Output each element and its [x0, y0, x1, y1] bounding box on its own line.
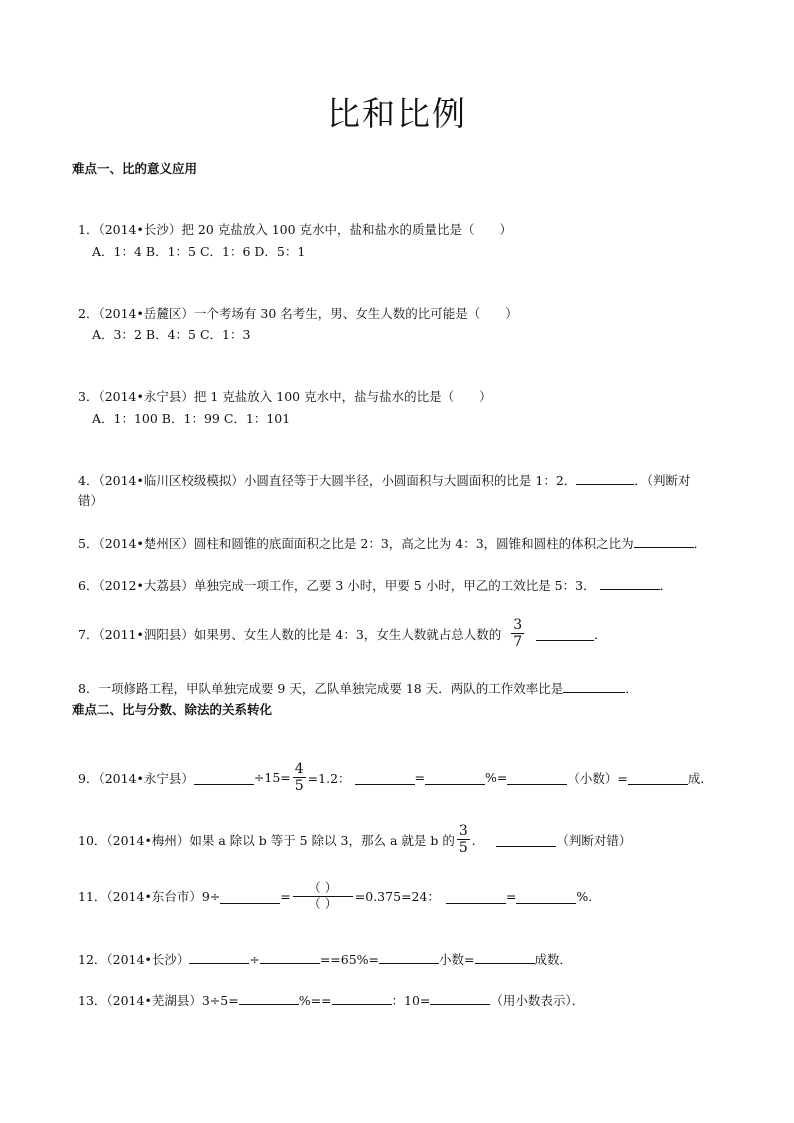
question-13-end: （用小数表示）．	[490, 993, 585, 1008]
question-12-end: 成数．	[534, 952, 573, 967]
section-heading-1: 难点一、比的意义应用	[72, 161, 198, 176]
answer-blank[interactable]	[600, 575, 660, 590]
fraction-numerator: 3	[458, 823, 468, 839]
question-12-div: ÷	[249, 952, 260, 967]
answer-blank[interactable]	[634, 533, 694, 548]
answer-blank[interactable]	[536, 626, 594, 641]
answer-blank[interactable]	[516, 889, 576, 904]
question-13-colon: ：10=	[391, 993, 431, 1008]
question-11-eq: =	[280, 888, 291, 904]
question-3: 3．（2014•永宁县）把 1 克盐放入 100 克水中，盐与盐水的比是（ ）	[78, 389, 492, 404]
question-9-dec: （小数）=	[567, 770, 628, 786]
question-12-prefix: 12．（2014•长沙）	[78, 952, 190, 967]
question-7-end: ．	[594, 626, 607, 642]
question-6-text: 6．（2012•大荔县）单独完成一项工作，乙要 3 小时，甲要 5 小时，甲乙的工效比是 5：3．	[78, 578, 596, 593]
question-9-prefix: 9．（2014•永宁县）	[78, 770, 194, 786]
question-12-dec: 小数=	[439, 952, 475, 967]
answer-blank[interactable]	[194, 770, 254, 785]
answer-blank[interactable]	[239, 990, 299, 1005]
answer-blank[interactable]	[475, 949, 535, 964]
fraction-numerator: 3	[513, 617, 523, 633]
question-5-text: 5．（2014•楚州区）圆柱和圆锥的底面面积之比是 2：3，高之比为 4：3，圆锥和圆柱的体积之比为	[78, 536, 634, 551]
question-9-mid: =1.2：	[307, 770, 351, 786]
question-13-pct: %==	[298, 993, 332, 1008]
question-7-text: 7．（2011•泗阳县）如果男、女生人数的比是 4：3，女生人数就占总人数的	[78, 626, 502, 642]
fraction-denominator: 5	[458, 840, 468, 856]
question-10-judge: （判断对错）	[556, 832, 632, 848]
question-3-options: A．1：100 B．1：99 C．1：101	[92, 411, 291, 426]
question-4-end: ．（判断对	[634, 473, 691, 488]
section-heading-2: 难点二、比与分数、除法的关系转化	[72, 702, 273, 717]
question-11	[78, 882, 601, 910]
answer-blank[interactable]	[189, 949, 249, 964]
answer-blank[interactable]	[379, 949, 439, 964]
fraction-denominator: 5	[294, 778, 304, 794]
question-8-end: ．	[625, 681, 638, 696]
question-9-pct: %=	[485, 770, 508, 785]
question-2: 2．（2014•岳麓区）一个考场有 30 名考生，男、女生人数的比可能是（ ）	[78, 306, 518, 321]
answer-blank[interactable]	[507, 770, 567, 785]
question-11-prefix: 11．（2014•东台市）9÷	[78, 889, 221, 904]
answer-blank[interactable]	[496, 832, 556, 847]
question-9-eq: =	[414, 770, 426, 785]
fraction-denominator: 7	[513, 634, 523, 650]
question-12	[78, 949, 572, 968]
question-4-line2: 错）	[78, 493, 104, 508]
question-5	[78, 533, 706, 552]
fraction-denominator: （ ）	[308, 895, 338, 911]
answer-blank[interactable]	[628, 770, 688, 785]
fraction	[457, 824, 470, 855]
fraction	[293, 762, 306, 793]
question-11-end: %．	[576, 889, 601, 904]
fraction-numerator: 4	[294, 761, 304, 777]
answer-blank[interactable]	[332, 990, 392, 1005]
question-1: 1．（2014•长沙）把 20 克盐放入 100 克水中，盐和盐水的质量比是（ ）	[78, 222, 513, 237]
fraction-numerator: （ ）	[293, 882, 353, 897]
question-6-end: ．	[659, 578, 673, 593]
page-title: 比和比例	[327, 94, 467, 133]
question-4	[78, 470, 691, 489]
fraction	[293, 882, 353, 910]
question-1-options: A．1：4 B．1：5 C．1：6 D．5：1	[92, 244, 306, 259]
question-13-prefix: 13．（2014•芜湖县）3÷5=	[78, 993, 239, 1008]
question-4-text: 4．（2014•临川区校级模拟）小圆直径等于大圆半径，小圆面积与大圆面积的比是 1：2．	[78, 473, 577, 488]
question-9	[78, 762, 713, 793]
answer-blank[interactable]	[425, 770, 485, 785]
answer-blank[interactable]	[260, 949, 320, 964]
answer-blank[interactable]	[446, 889, 506, 904]
question-10-text: 10．（2014•梅州）如果 a 除以 b 等于 5 除以 3，那么 a 就是 b 的	[78, 832, 455, 848]
question-8	[78, 678, 638, 697]
question-5-end: ．	[693, 536, 707, 551]
answer-blank[interactable]	[563, 678, 625, 693]
fraction	[511, 618, 524, 649]
question-12-mid: ==65%=	[319, 952, 380, 967]
question-9-div: ÷15=	[253, 770, 291, 785]
question-11-eq2: =	[505, 888, 517, 904]
answer-blank[interactable]	[355, 770, 415, 785]
question-9-end: 成．	[687, 770, 713, 786]
answer-blank[interactable]	[576, 470, 634, 485]
question-6	[78, 575, 672, 594]
question-10	[78, 824, 631, 855]
answer-blank[interactable]	[430, 990, 490, 1005]
question-7	[78, 618, 607, 649]
question-8-text: 8．一项修路工程，甲队单独完成要 9 天，乙队单独完成要 18 天．两队的工作效率比是	[78, 681, 564, 696]
question-2-options: A．3：2 B．4：5 C．1：3	[92, 327, 251, 342]
question-10-end: ．	[471, 832, 485, 848]
question-11-mid: =0.375=24：	[354, 889, 440, 904]
answer-blank[interactable]	[220, 889, 280, 904]
question-13	[78, 990, 584, 1009]
